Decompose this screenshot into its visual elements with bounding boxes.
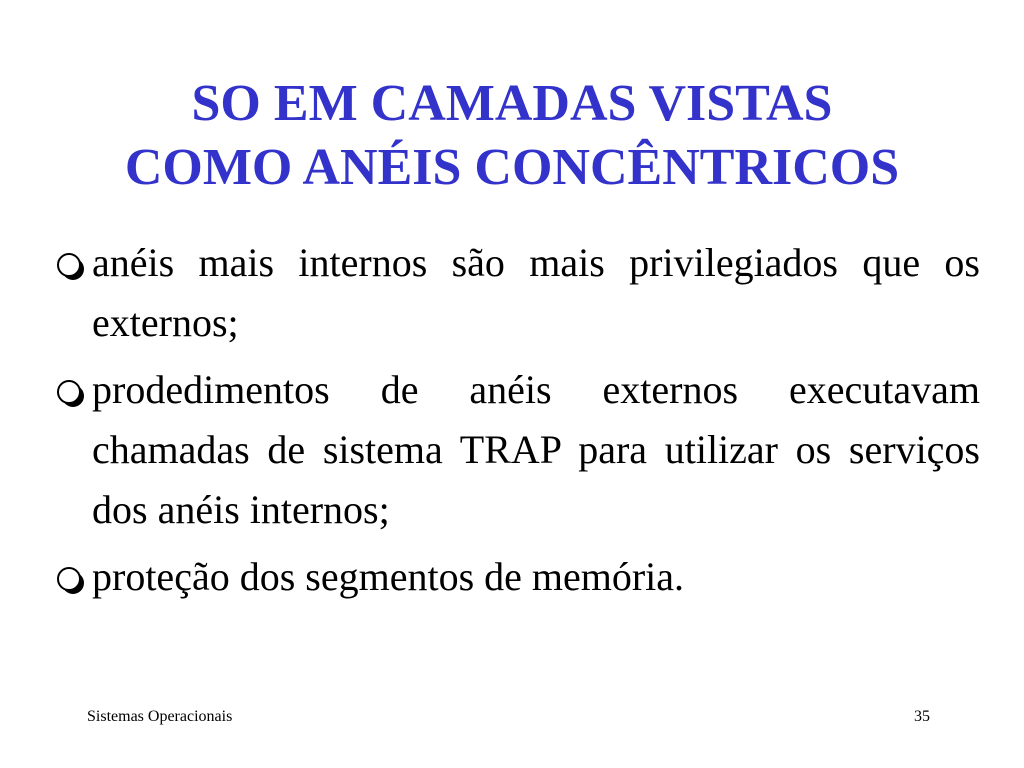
footer-page-number: 35 bbox=[914, 708, 930, 725]
slide-title bbox=[20, 72, 1004, 200]
bullet-item bbox=[55, 360, 980, 540]
slide-title-line-1: SO EM CAMADAS VISTAS bbox=[191, 75, 833, 132]
bullet-text: anéis mais internos são mais privilegiados que os externos; bbox=[92, 240, 980, 345]
circle-bullet-icon bbox=[55, 378, 87, 410]
circle-bullet-icon bbox=[55, 251, 87, 283]
bullet-item bbox=[55, 233, 980, 353]
bullet-text: proteção dos segmentos de memória. bbox=[92, 554, 685, 599]
bullet-text: prodedimentos de anéis externos executavam chamadas de sistema TRAP para utilizar os serviços dos anéis internos; bbox=[92, 367, 980, 532]
circle-bullet-icon bbox=[55, 565, 87, 597]
bullet-list bbox=[55, 233, 980, 614]
bullet-item bbox=[55, 547, 980, 607]
footer-course-name: Sistemas Operacionais bbox=[87, 708, 233, 725]
slide-title-line-2: COMO ANÉIS CONCÊNTRICOS bbox=[124, 139, 900, 196]
